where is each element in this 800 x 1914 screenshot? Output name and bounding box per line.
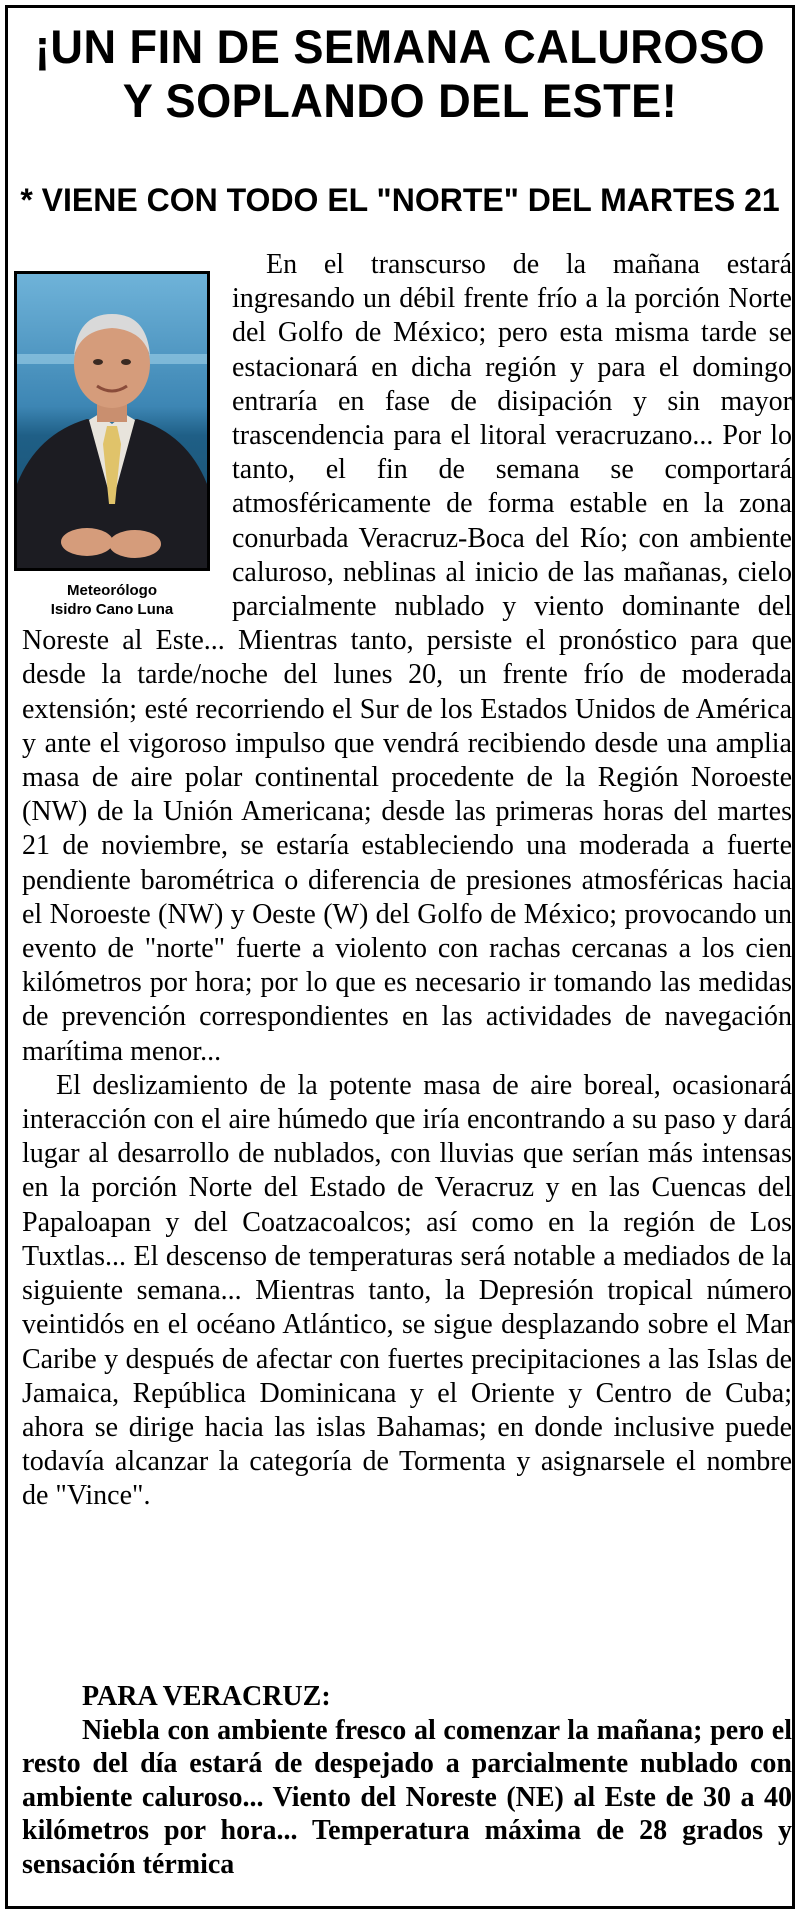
photo-wrap-spacer xyxy=(8,248,218,624)
section-text: Niebla con ambiente fresco al comenzar la mañana; pero el resto del día estará de despejado a parcialmente nublado con ambiente caluroso... Viento del Noreste (NE) al Este de 30 a 40 kilómetros por hora... Temperatura máxima de 28 grados y sensación térmica xyxy=(22,1714,792,1880)
body-paragraph-2: El deslizamiento de la potente masa de aire boreal, ocasionará interacción con el aire húmedo que iría encontrando a su paso y dará lugar al desarrollo de nublados, con lluvias que serían más intensas en la porción Norte del Estado de Veracruz y en las Cuencas del Papaloapan y del Coatzacoalcos; así como en la región de Los Tuxtlas... El descenso de temperaturas será notable a mediados de la siguiente semana... Mientras tanto, la Depresión tropical número veintidós en el océano Atlántico, se sigue desplazando sobre el Mar Caribe y después de afectar con fuertes precipitaciones a las Islas de Jamaica, República Dominicana y el Oriente y Centro de Cuba; ahora se dirige hacia las islas Bahamas; en donde inclusive puede todavía alcanzar la categoría de Tormenta y asignarsele el nombre de "Vince". xyxy=(22,1069,792,1512)
caption-title: Meteorólogo xyxy=(67,582,157,599)
article-frame xyxy=(5,5,795,1909)
article-subheadline: * VIENE CON TODO EL "NORTE" DEL MARTES 21 xyxy=(20,182,780,218)
forecast-section xyxy=(22,1680,792,1881)
headline-line-1: ¡UN FIN DE SEMANA CALUROSO xyxy=(34,20,766,73)
caption-name: Isidro Cano Luna xyxy=(50,601,174,618)
article-body xyxy=(22,248,792,1514)
article-headline xyxy=(24,20,777,128)
section-title: PARA VERACRUZ: xyxy=(82,1681,331,1712)
headline-line-2: Y SOPLANDO DEL ESTE! xyxy=(122,74,678,127)
body-paragraph-1: En el transcurso de la mañana estará ingresando un débil frente frío a la porción Norte del Golfo de México; pero esta misma tarde se estacionará en dicha región y para el domingo entraría en fase de disipación y sin mayor trascendencia para el litoral veracruzano... Por lo tanto, el fin de semana se comportará atmosféricamente de forma estable en la zona conurbada Veracruz-Boca del Río; con ambiente caluroso, neblinas al inicio de las mañanas, cielo parcialmente nublado y viento dominante del Noreste al Este... Mientras tanto, persiste el pronóstico para que desde la tarde/noche del lunes 20, un frente frío de moderada extensión; esté recorriendo el Sur de los Estados Unidos de América y ante el vigoroso impulso que vendrá recibiendo desde una amplia masa de aire polar continental procedente de la Región Noroeste (NW) de la Unión Americana; desde las primeras horas del martes 21 de noviembre, se estaría estableciendo una moderada a fuerte pendiente barométrica o diferencia de presiones atmosféricas hacia el Noroeste (NW) y Oeste (W) del Golfo de México; provocando un evento de "norte" fuerte a violento con rachas cercanas a los cien kilómetros por hora; por lo que es necesario ir tomando las medidas de prevención correspondientes en las actividades de navegación marítima menor... xyxy=(22,249,792,1067)
